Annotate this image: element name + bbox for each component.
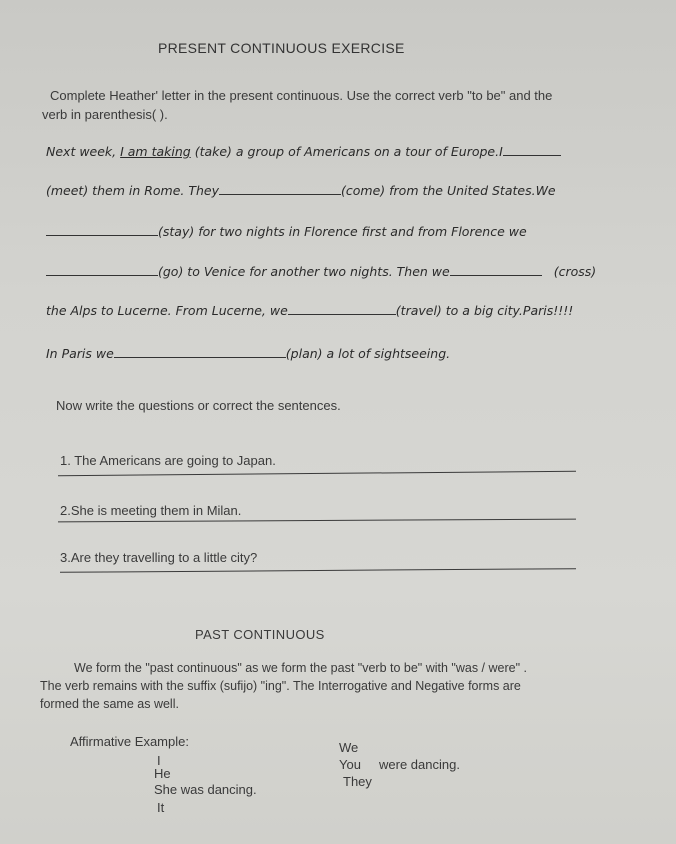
past-paragraph-line-2: The verb remains with the suffix (sufijo) "ing". The Interrogative and Negative forms are <box>40 679 521 693</box>
answer-line-1[interactable] <box>58 471 576 477</box>
pronoun-i: I <box>157 753 161 768</box>
example-were-dancing: You were dancing. <box>339 757 460 772</box>
letter-line-4 <box>46 263 596 279</box>
letter-line-2 <box>46 182 556 198</box>
answer-line-3[interactable] <box>60 568 576 573</box>
letter-text: (come) from the United States.We <box>341 183 556 198</box>
question-3: 3.Are they travelling to a little city? <box>60 550 258 565</box>
letter-line-5 <box>46 302 573 318</box>
answer-line-2[interactable] <box>58 519 576 523</box>
instructions-line-1: Complete Heather' letter in the present continuous. Use the correct verb "to be" and the <box>50 88 553 103</box>
pronoun-we: We <box>339 740 359 755</box>
past-continuous-title: PAST CONTINUOUS <box>195 627 325 642</box>
answer-blank[interactable] <box>503 143 561 156</box>
example-label: Affirmative Example: <box>70 734 189 749</box>
pronoun-he: He <box>154 766 171 781</box>
letter-text: In Paris we <box>46 346 114 361</box>
answer-blank[interactable] <box>46 263 158 276</box>
letter-text: (meet) them in Rome. They <box>46 183 220 198</box>
pronoun-they: They <box>343 774 372 789</box>
past-paragraph-line-1: We form the "past continuous" as we form the past "verb to be" with "was / were" . <box>74 661 527 675</box>
example-was-dancing: She was dancing. <box>154 782 257 797</box>
letter-line-6 <box>46 345 450 361</box>
letter-text: I <box>499 144 503 159</box>
example-answer: I am taking <box>120 144 191 159</box>
letter-text: (stay) for two nights in Florence first and from Florence we <box>158 224 527 239</box>
answer-blank[interactable] <box>46 223 158 236</box>
pronoun-it: It <box>157 800 165 815</box>
letter-text: (plan) a lot of sightseeing. <box>285 346 451 361</box>
letter-text: the Alps to Lucerne. From Lucerne, we <box>46 303 288 318</box>
letter-line-3 <box>46 223 527 239</box>
letter-text: (travel) to a big city.Paris!!!! <box>395 303 574 318</box>
letter-line-1 <box>46 143 561 159</box>
instructions-line-2: verb in parenthesis( ). <box>42 107 168 122</box>
letter-text: Next week, <box>46 144 121 159</box>
letter-text: (go) to Venice for another two nights. Then we <box>158 264 450 279</box>
answer-blank[interactable] <box>219 182 341 195</box>
questions-instruction: Now write the questions or correct the sentences. <box>56 398 341 413</box>
question-1: 1. The Americans are going to Japan. <box>60 453 276 468</box>
answer-blank[interactable] <box>450 263 542 276</box>
letter-text: (take) a group of Americans on a tour of Europe. <box>190 144 500 159</box>
answer-blank[interactable] <box>288 302 396 315</box>
question-2: 2.She is meeting them in Milan. <box>60 503 242 518</box>
letter-text: (cross) <box>553 264 597 279</box>
page-title: PRESENT CONTINUOUS EXERCISE <box>158 40 405 56</box>
past-paragraph-line-3: formed the same as well. <box>40 697 179 711</box>
answer-blank[interactable] <box>114 345 286 358</box>
